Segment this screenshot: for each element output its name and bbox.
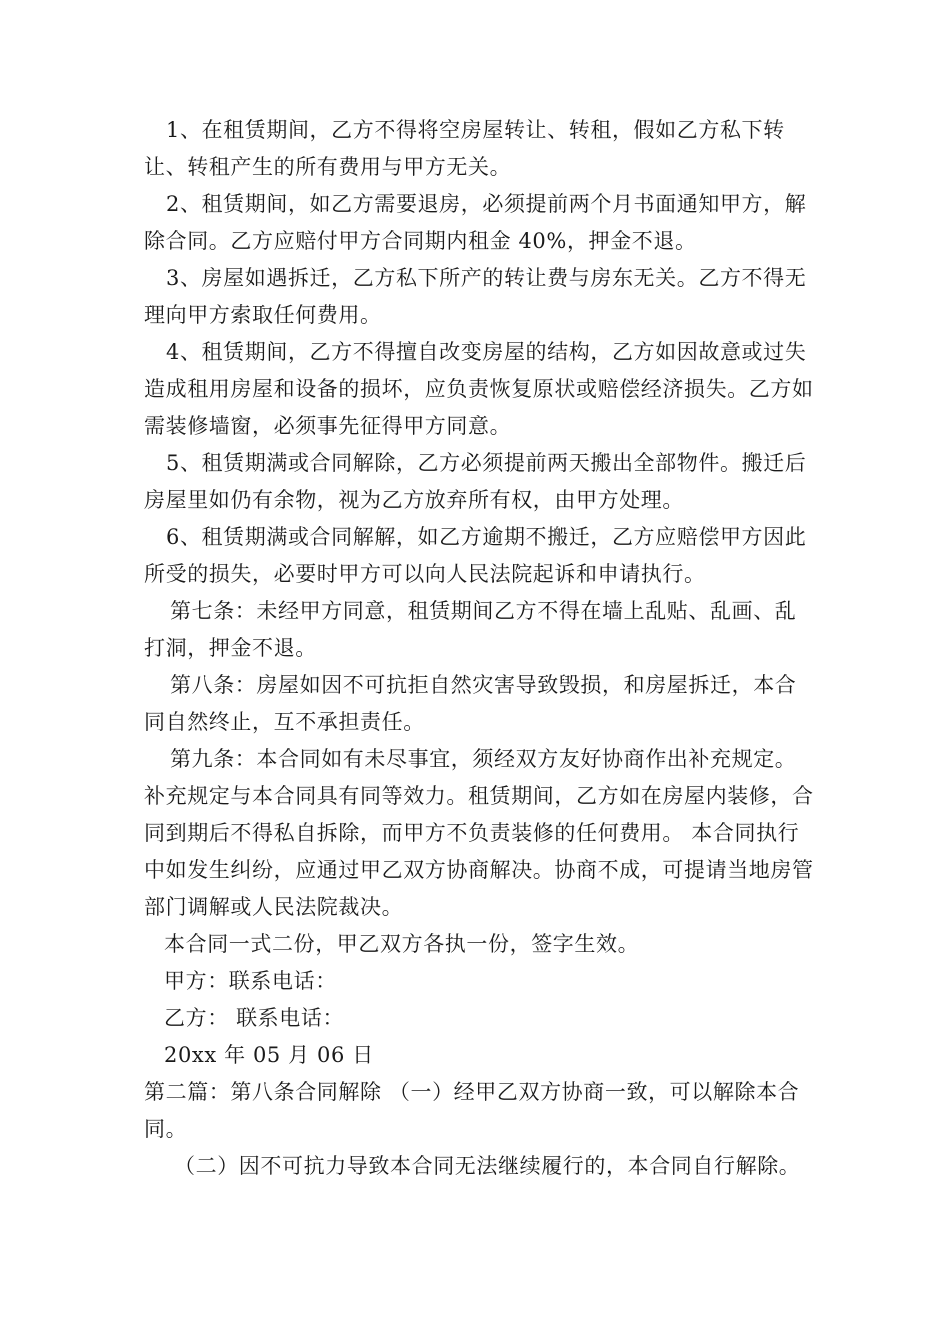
termination-clause-2: （二）因不可抗力导致本合同无法继续履行的，本合同自行解除。: [174, 1154, 801, 1178]
clause-5: 5、租赁期满或合同解除，乙方必须提前两天搬出全部物件。搬迁后房屋里如仍有余物，视为乙方放弃所有权，由甲方处理。: [144, 451, 807, 512]
second-chapter-heading: 第二篇：第八条合同解除 （一）经甲乙双方协商一致，可以解除本合同。: [144, 1080, 800, 1141]
document-body: [144, 112, 814, 1185]
clause-4: 4、租赁期间，乙方不得擅自改变房屋的结构，乙方如因故意或过失造成租用房屋和设备的损坏，应负责恢复原状或赔偿经济损失。乙方如需装修墙窗，必须事先征得甲方同意。: [144, 340, 814, 438]
party-a-signature-line: 甲方：联系电话：: [164, 969, 337, 993]
article-8: 第八条：房屋如因不可抗拒自然灾害导致毁损，和房屋拆迁，本合同自然终止，互不承担责任。: [144, 673, 797, 734]
clause-1: 1、在租赁期间，乙方不得将空房屋转让、转租，假如乙方私下转让、转租产生的所有费用与甲方无关。: [144, 118, 785, 179]
article-7: 第七条：未经甲方同意，租赁期间乙方不得在墙上乱贴、乱画、乱打洞，押金不退。: [144, 599, 797, 660]
article-9: 第九条：本合同如有未尽事宜，须经双方友好协商作出补充规定。补充规定与本合同具有同等效力。租赁期间，乙方如在房屋内装修，合同到期后不得私自拆除，而甲方不负责装修的任何费用。 本合同执行中如发生纠纷，应通过甲乙双方协商解决。协商不成，可提请当地房管部门调解或人民法院裁决。: [144, 747, 814, 919]
signing-date: 20xx 年 05 月 06 日: [164, 1043, 374, 1067]
copies-statement: 本合同一式二份，甲乙双方各执一份，签字生效。: [164, 932, 640, 956]
clause-2: 2、租赁期间，如乙方需要退房，必须提前两个月书面通知甲方，解除合同。乙方应赔付甲方合同期内租金 40%，押金不退。: [144, 192, 807, 253]
clause-6: 6、租赁期满或合同解解，如乙方逾期不搬迁，乙方应赔偿甲方因此所受的损失，必要时甲方可以向人民法院起诉和申请执行。: [144, 525, 807, 586]
party-b-signature-line: 乙方： 联系电话：: [164, 1006, 345, 1030]
clause-3: 3、房屋如遇拆迁，乙方私下所产的转让费与房东无关。乙方不得无理向甲方索取任何费用。: [144, 266, 807, 327]
